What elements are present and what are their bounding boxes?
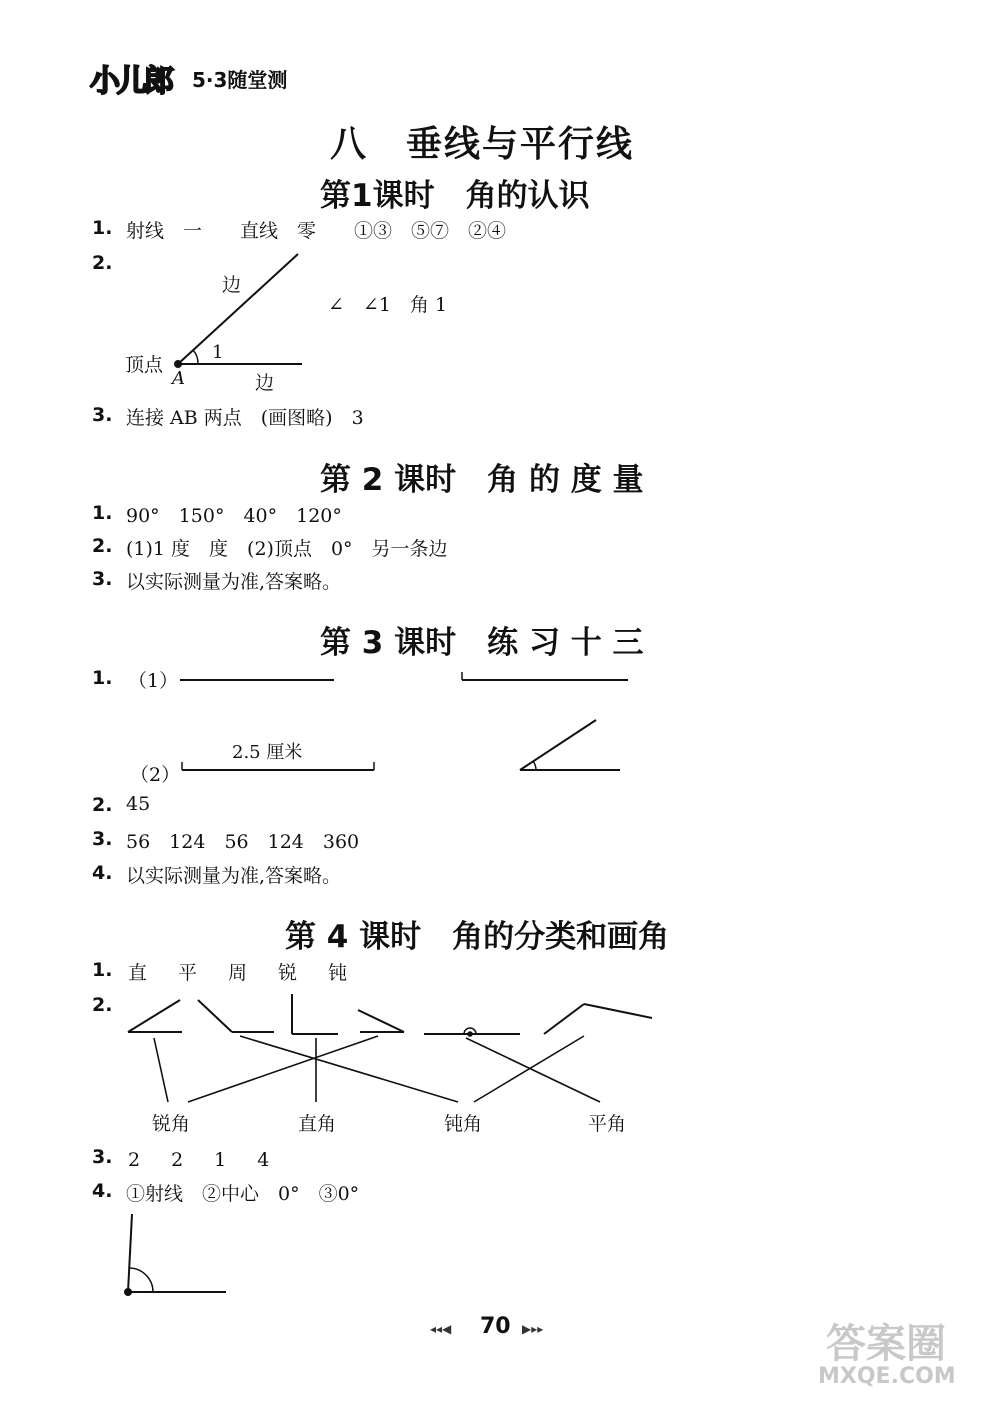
angle-shape-obtuse bbox=[198, 1000, 274, 1032]
item-number: 2. bbox=[92, 535, 113, 557]
category-right: 直角 bbox=[298, 1113, 337, 1135]
item-number: 2. bbox=[92, 994, 113, 1016]
part-label: （1） bbox=[128, 670, 179, 692]
category-obtuse: 钝角 bbox=[444, 1113, 483, 1135]
item-number: 2. bbox=[92, 252, 113, 274]
page-number: 70 bbox=[480, 1314, 511, 1339]
item-number: 1. bbox=[92, 217, 113, 239]
angle-side-label-top: 边 bbox=[222, 274, 242, 296]
watermark-url: MXQE.COM bbox=[818, 1364, 956, 1389]
brand-logo: 小儿郎 bbox=[90, 64, 171, 99]
answer-text: 射线 一 直线 零 ①③ ⑤⑦ ②④ bbox=[126, 220, 507, 242]
answer-text: 45 bbox=[126, 793, 151, 815]
angle-shape-straight bbox=[424, 1028, 520, 1036]
brand-series: 5·3随堂测 bbox=[192, 68, 288, 92]
item-number: 3. bbox=[92, 404, 113, 426]
drawn-angle-figure bbox=[125, 1214, 226, 1295]
item-number: 3. bbox=[92, 568, 113, 590]
answer-text: 以实际测量为准,答案略。 bbox=[126, 865, 342, 887]
angle-number-label: 1 bbox=[212, 342, 224, 363]
matching-lines bbox=[154, 1036, 600, 1102]
item-number: 1. bbox=[92, 959, 113, 981]
lesson-3-title: 第 3 课时 练 习 十 三 bbox=[320, 625, 644, 661]
answer-text: 连接 AB 两点 (画图略) 3 bbox=[126, 407, 364, 429]
item-number: 1. bbox=[92, 502, 113, 524]
angle-shape-right bbox=[292, 994, 338, 1034]
watermark-logo: 答案圈 bbox=[826, 1321, 946, 1367]
angle-figure bbox=[175, 254, 302, 367]
part-label: （2） bbox=[130, 764, 181, 786]
answer-text: 90° 150° 40° 120° bbox=[126, 505, 342, 527]
answer-text: 56 124 56 124 360 bbox=[126, 831, 360, 853]
item-number: 1. bbox=[92, 667, 113, 689]
measured-segment-figure bbox=[182, 762, 374, 770]
answer-text: ①射线 ②中心 0° ③0° bbox=[126, 1183, 360, 1205]
answer-text: 直 平 周 锐 钝 bbox=[128, 962, 354, 984]
angle-side-label-bottom: 边 bbox=[255, 372, 275, 394]
item-number: 3. bbox=[92, 1146, 113, 1168]
point-a-label: A bbox=[172, 368, 185, 389]
angle-shape-acute-2 bbox=[358, 1010, 404, 1032]
item-number: 2. bbox=[92, 794, 113, 816]
answer-text: (1)1 度 度 (2)顶点 0° 另一条边 bbox=[126, 538, 448, 560]
lesson-1-title: 第1课时 角的认识 bbox=[320, 178, 590, 214]
item-number: 4. bbox=[92, 1180, 113, 1202]
small-angle-figure bbox=[520, 720, 620, 770]
category-straight: 平角 bbox=[588, 1113, 627, 1135]
answer-text: 以实际测量为准,答案略。 bbox=[126, 571, 342, 593]
lesson-2-title: 第 2 课时 角 的 度 量 bbox=[320, 462, 644, 498]
segment-length-label: 2.5 厘米 bbox=[232, 742, 303, 763]
ray-figure bbox=[462, 672, 628, 680]
angle-shape-acute bbox=[128, 1000, 182, 1032]
vertex-label: 顶点 bbox=[125, 354, 164, 376]
angle-shape-obtuse-2 bbox=[544, 1004, 652, 1034]
item-number: 4. bbox=[92, 862, 113, 884]
item-number: 3. bbox=[92, 828, 113, 850]
page-next-arrows-icon: ▶▸▸ bbox=[522, 1322, 544, 1336]
page-prev-arrows-icon: ◂◂◀ bbox=[430, 1322, 452, 1336]
unit-title: 八 垂线与平行线 bbox=[330, 124, 635, 165]
angle-notation-answer: ∠ ∠1 角 1 bbox=[328, 294, 448, 316]
category-acute: 锐角 bbox=[152, 1113, 191, 1135]
lesson-4-title: 第 4 课时 角的分类和画角 bbox=[285, 919, 670, 955]
answer-text: 2 2 1 4 bbox=[128, 1149, 276, 1171]
